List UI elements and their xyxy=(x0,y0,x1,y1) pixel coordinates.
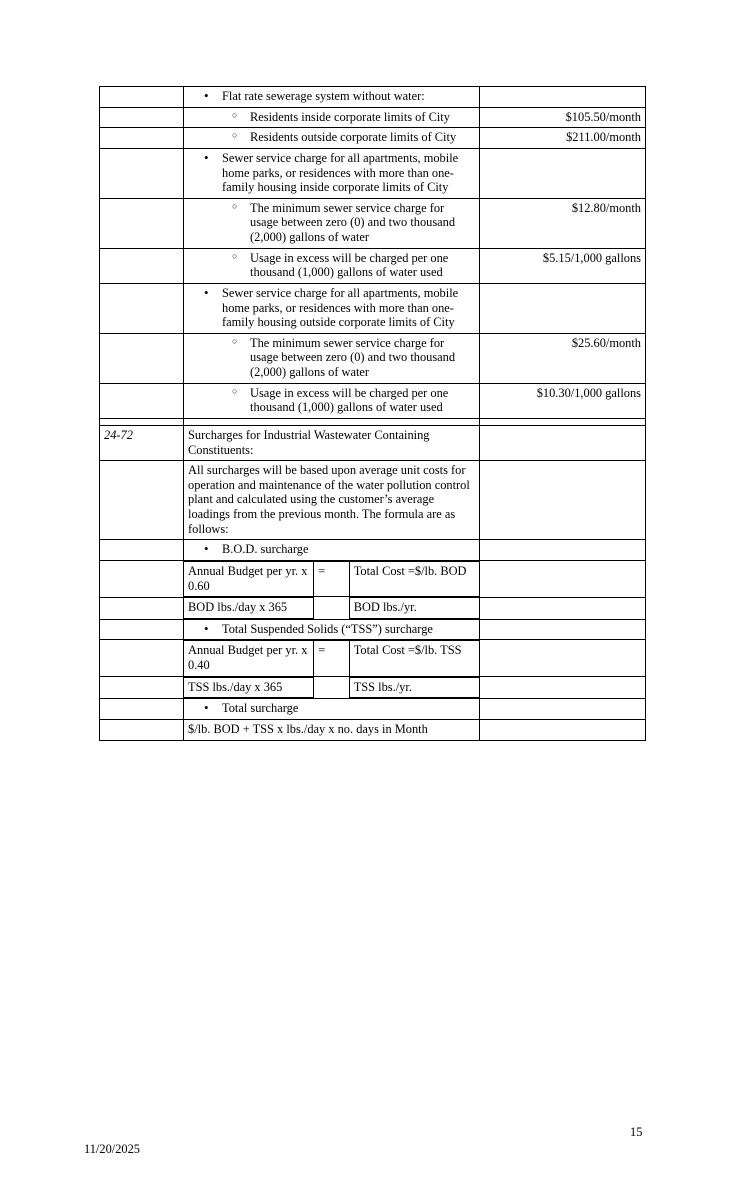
cell-description xyxy=(184,540,480,561)
total-surcharge-formula-row xyxy=(100,719,646,740)
table-row xyxy=(100,87,646,108)
cell-price xyxy=(480,560,646,597)
cell-price xyxy=(480,148,646,198)
total-surcharge-heading-row xyxy=(100,699,646,720)
cell-price xyxy=(480,87,646,108)
cell-price xyxy=(480,283,646,333)
cell-code xyxy=(100,619,184,640)
cell-price: $12.80/month xyxy=(480,198,646,248)
cell-description xyxy=(184,619,480,640)
cell-code xyxy=(100,283,184,333)
formula-denominator xyxy=(184,597,480,619)
cell-code xyxy=(100,128,184,149)
cell-code xyxy=(100,640,184,677)
formula-left: Annual Budget per yr. x 0.40 xyxy=(184,641,314,676)
cell-price xyxy=(480,640,646,677)
cell-code xyxy=(100,248,184,283)
cell-code xyxy=(100,383,184,418)
bullet-text: • Sewer service charge for all apartments, mobile home parks, or residences with more than one-family housing inside corporate limits of City xyxy=(188,151,475,195)
cell-price xyxy=(480,461,646,540)
formula-right: Total Cost =$/lb. TSS xyxy=(349,641,479,676)
formula-numerator xyxy=(184,560,480,597)
spacer-row xyxy=(100,418,646,425)
formula-denominator xyxy=(184,677,480,699)
sub-bullet-text: ○ Usage in excess will be charged per one thousand (1,000) gallons of water used xyxy=(188,386,475,415)
cell-description xyxy=(184,128,480,149)
page-number: 15 xyxy=(630,1125,643,1139)
sub-bullet-text: ○ Residents outside corporate limits of City xyxy=(188,130,475,145)
formula-equals: = xyxy=(314,561,349,596)
fee-schedule-table xyxy=(99,86,646,741)
cell-price: $25.60/month xyxy=(480,333,646,383)
cell-price: $5.15/1,000 gallons xyxy=(480,248,646,283)
cell-price: $10.30/1,000 gallons xyxy=(480,383,646,418)
section-title: Surcharges for Industrial Wastewater Containing Constituents: xyxy=(188,427,430,457)
sub-bullet-text: ○ The minimum sewer service charge for usage between zero (0) and two thousand (2,000) gallons of water xyxy=(188,336,475,380)
cell-code xyxy=(100,719,184,740)
formula-equals-blank xyxy=(314,677,349,698)
cell-description xyxy=(184,198,480,248)
cell-code xyxy=(100,461,184,540)
cell-description xyxy=(184,333,480,383)
sub-bullet-text: ○ Usage in excess will be charged per one thousand (1,000) gallons of water used xyxy=(188,251,475,280)
table-row xyxy=(100,128,646,149)
cell-code xyxy=(100,699,184,720)
formula-left: TSS lbs./day x 365 xyxy=(184,677,314,698)
cell-description xyxy=(184,248,480,283)
section-body-text: All surcharges will be based upon average unit costs for operation and maintenance of the water pollution control plant and calculated using the customer’s average loadings from the previous month. The formula are as follows: xyxy=(188,463,470,536)
cell-code xyxy=(100,87,184,108)
cell-description xyxy=(184,148,480,198)
formula-equals: = xyxy=(314,641,349,676)
table-row xyxy=(100,107,646,128)
table-row xyxy=(100,283,646,333)
bullet-text: • Sewer service charge for all apartments, mobile home parks, or residences with more than one-family housing outside corporate limits of City xyxy=(188,286,475,330)
section-code: 24-72 xyxy=(104,427,133,442)
formula-row xyxy=(100,677,646,699)
formula-right: Total Cost =$/lb. BOD xyxy=(349,561,479,596)
bullet-text: • Flat rate sewerage system without water: xyxy=(188,89,475,104)
formula-heading: • B.O.D. surcharge xyxy=(188,542,475,557)
formula-row xyxy=(100,560,646,597)
cell-price xyxy=(480,699,646,720)
formula-heading-row xyxy=(100,540,646,561)
cell-price: $211.00/month xyxy=(480,128,646,149)
formula-left: Annual Budget per yr. x 0.60 xyxy=(184,561,314,596)
cell-code xyxy=(100,198,184,248)
cell-code xyxy=(100,540,184,561)
table-row xyxy=(100,333,646,383)
total-surcharge-formula: $/lb. BOD + TSS x lbs./day x no. days in Month xyxy=(188,721,428,736)
formula-equals-blank xyxy=(314,598,349,619)
cell-code xyxy=(100,107,184,128)
cell-code xyxy=(100,425,184,460)
cell-code xyxy=(100,560,184,597)
section-heading-row xyxy=(100,425,646,460)
formula-right: TSS lbs./yr. xyxy=(349,677,479,698)
cell-description xyxy=(184,699,480,720)
cell-price xyxy=(480,619,646,640)
cell-price xyxy=(480,677,646,699)
formula-row xyxy=(100,640,646,677)
cell-description xyxy=(184,461,480,540)
formula-heading: • Total Suspended Solids (“TSS”) surcharge xyxy=(188,622,475,637)
cell-price xyxy=(480,719,646,740)
table-row xyxy=(100,198,646,248)
formula-left: BOD lbs./day x 365 xyxy=(184,598,314,619)
cell-description xyxy=(184,425,480,460)
table-row xyxy=(100,383,646,418)
cell-code xyxy=(100,597,184,619)
cell-code xyxy=(100,148,184,198)
formula-right: BOD lbs./yr. xyxy=(349,598,479,619)
cell-price xyxy=(480,540,646,561)
formula-heading-row xyxy=(100,619,646,640)
table-row xyxy=(100,248,646,283)
sub-bullet-text: ○ The minimum sewer service charge for usage between zero (0) and two thousand (2,000) gallons of water xyxy=(188,201,475,245)
cell-description xyxy=(184,283,480,333)
cell-price xyxy=(480,597,646,619)
cell-code xyxy=(100,677,184,699)
cell-price xyxy=(480,425,646,460)
cell-price: $105.50/month xyxy=(480,107,646,128)
cell-code xyxy=(100,333,184,383)
table-row xyxy=(100,148,646,198)
cell-description xyxy=(184,719,480,740)
footer-date: 11/20/2025 xyxy=(84,1142,140,1156)
total-surcharge-heading: • Total surcharge xyxy=(188,701,475,716)
formula-row xyxy=(100,597,646,619)
cell-description xyxy=(184,107,480,128)
cell-description xyxy=(184,383,480,418)
section-body-row xyxy=(100,461,646,540)
cell-description xyxy=(184,87,480,108)
formula-numerator xyxy=(184,640,480,677)
sub-bullet-text: ○ Residents inside corporate limits of City xyxy=(188,110,475,125)
